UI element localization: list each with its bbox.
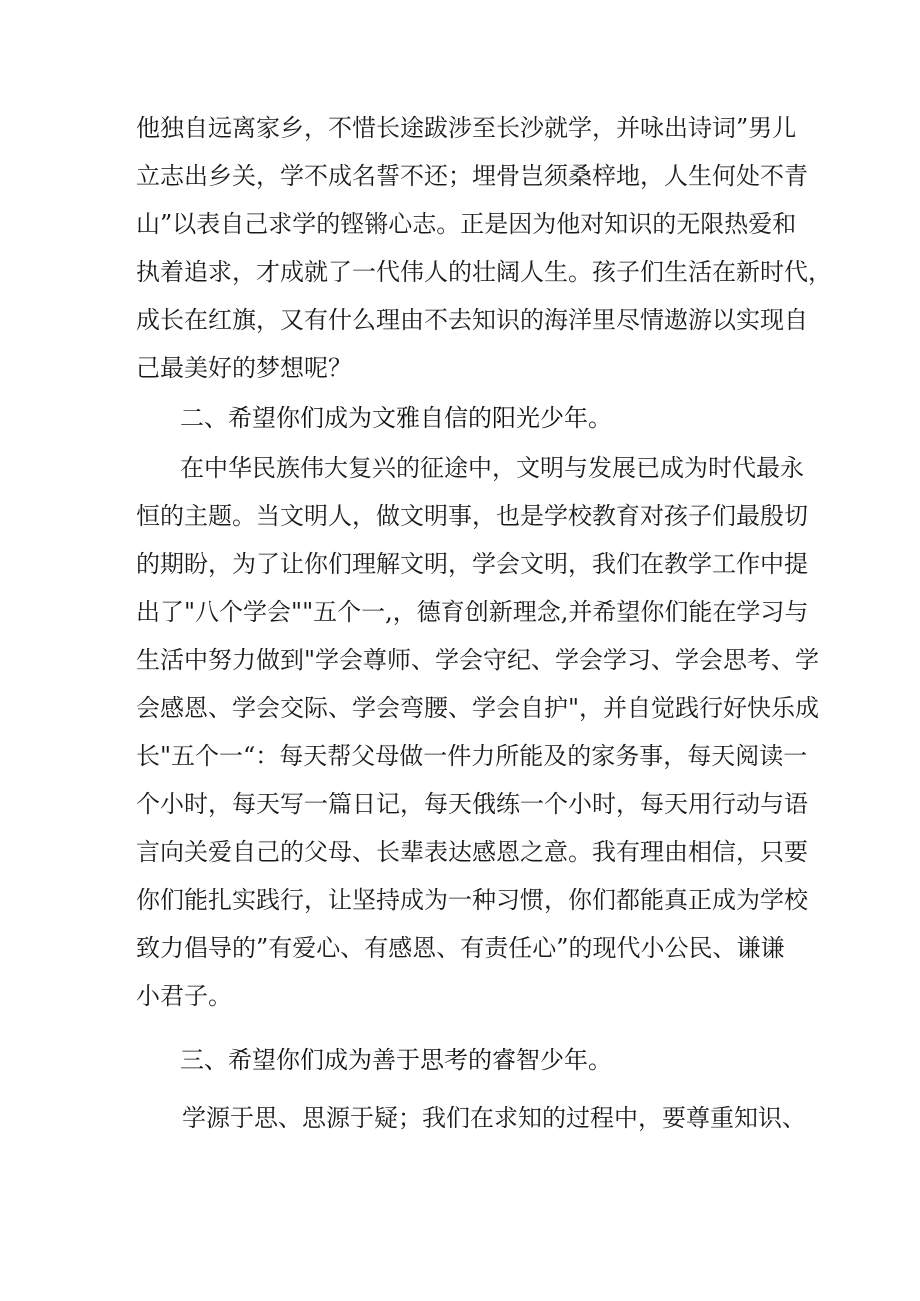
paragraph-1-line-5: 成长在红旗，又有什么理由不去知识的海洋里尽情遨游以实现自: [136, 306, 808, 334]
paragraph-2-line-6: 会感恩、学会交际、学会弯腰、学会自护"，并自觉践行好快乐成: [136, 694, 820, 722]
paragraph-1-line-1: 他独自远离家乡，不惜长途跋涉至长沙就学，并咏出诗词”男儿: [136, 114, 797, 142]
paragraph-1-line-4: 执着追求，才成就了一代伟人的壮阔人生。孩子们生活在新时代，: [136, 258, 832, 286]
paragraph-1-line-2: 立志出乡关，学不成名誓不还；埋骨岂须桑梓地，人生何处不青: [136, 162, 808, 190]
paragraph-2-line-4: 出了"八个学会""五个一,，德育创新理念,并希望你们能在学习与: [136, 598, 809, 626]
section-heading-3: 三、希望你们成为善于思考的睿智少年。: [180, 1046, 612, 1074]
paragraph-2-line-7: 长"五个一“：每天帮父母做一件力所能及的家务事，每天阅读一: [136, 742, 808, 770]
paragraph-2-line-9: 言向关爱自己的父母、长辈表达感恩之意。我有理由相信，只要: [136, 838, 808, 866]
paragraph-2-line-12: 小君子。: [136, 982, 232, 1010]
paragraph-2-line-10: 你们能扎实践行，让坚持成为一种习惯，你们都能真正成为学校: [136, 886, 808, 914]
paragraph-2-line-11: 致力倡导的”有爱心、有感恩、有责任心”的现代小公民、谦谦: [136, 934, 785, 962]
paragraph-2-line-2: 恒的主题。当文明人，做文明事，也是学校教育对孩子们最殷切: [136, 502, 808, 530]
paragraph-3-line-1: 学源于思、思源于疑；我们在求知的过程中，要尊重知识、: [182, 1104, 806, 1132]
paragraph-2-line-5: 生活中努力做到"学会尊师、学会守纪、学会学习、学会思考、学: [136, 646, 820, 674]
paragraph-2-line-8: 个小时，每天写一篇日记，每天俄练一个小时，每天用行动与语: [136, 790, 808, 818]
paragraph-1-line-6: 己最美好的梦想呢？: [136, 354, 352, 382]
section-heading-2: 二、希望你们成为文雅自信的阳光少年。: [180, 404, 612, 432]
paragraph-2-line-3: 的期盼，为了让你们理解文明，学会文明，我们在教学工作中提: [136, 550, 808, 578]
paragraph-2-line-1: 在中华民族伟大复兴的征途中，文明与发展已成为时代最永: [180, 454, 804, 482]
paragraph-1-line-3: 山”以表自己求学的铿锵心志。正是因为他对知识的无限热爱和: [136, 210, 797, 238]
